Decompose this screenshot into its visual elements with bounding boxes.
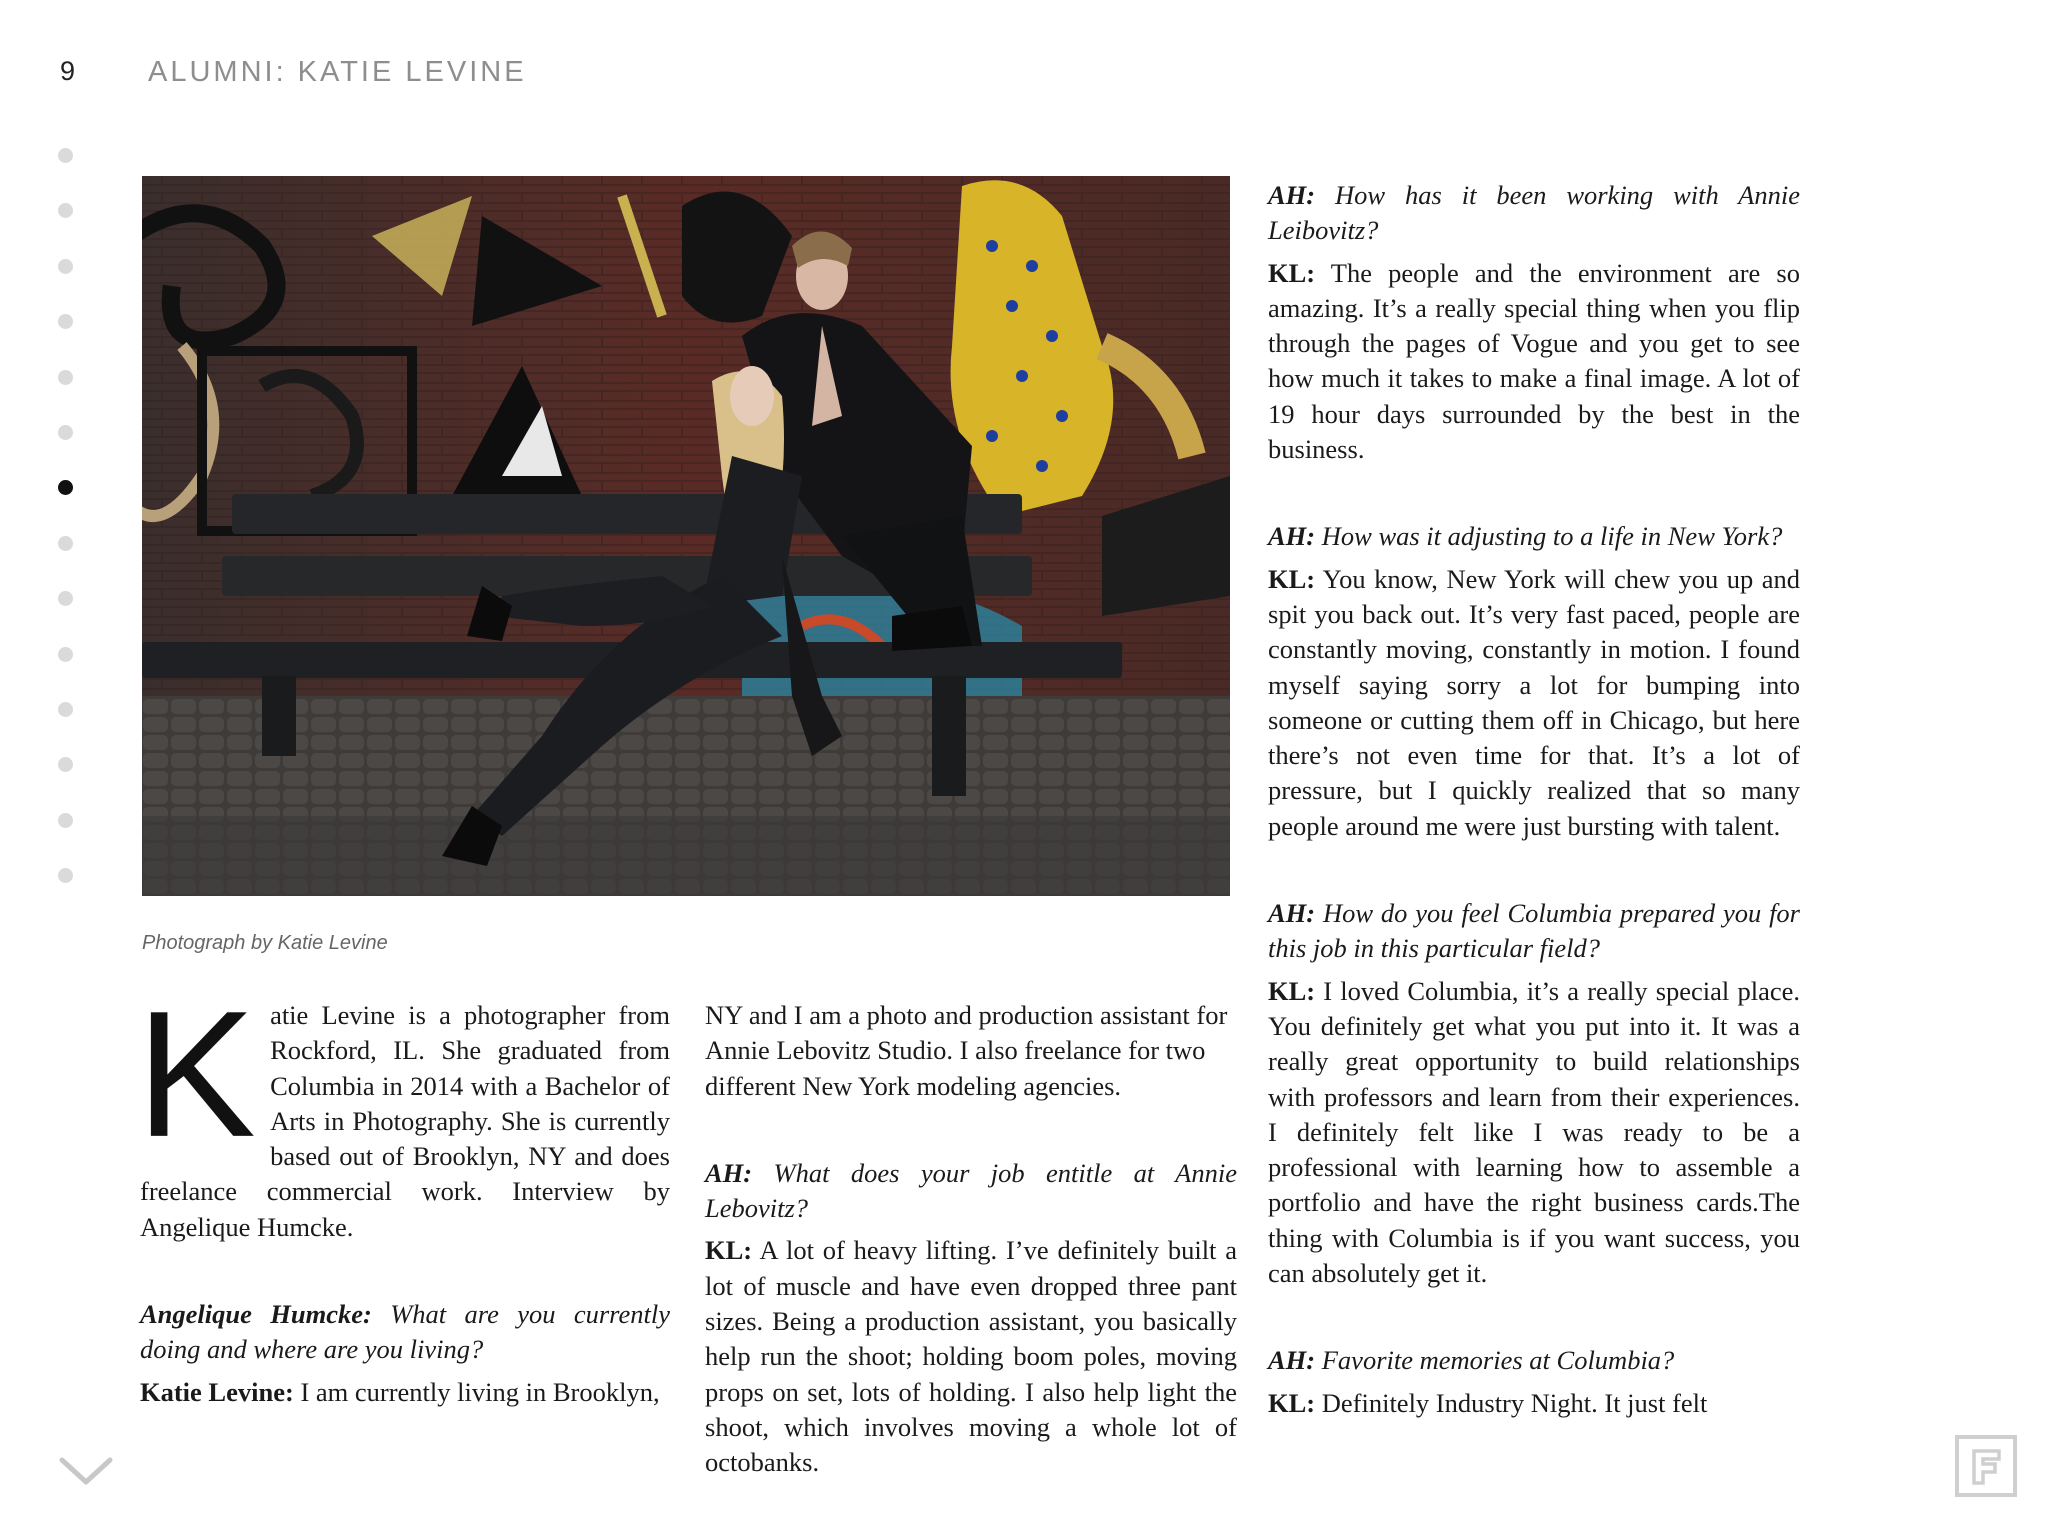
article-column-1: [136, 974, 670, 1410]
answer-text: You know, New York will chew you up and spit you back out. It’s very fast paced, people are constantly moving, constantly in motion. I found myself saying sorry a lot for bumping into someone or cutting them off in Chicago, but here there’s not even time for that. It’s a lot of pressure, but I quickly realized that so many people around me were just bursting with talent.: [1268, 563, 1800, 841]
question-speaker: Angelique Humcke:: [140, 1299, 372, 1330]
question-4: [1268, 519, 1800, 554]
photo-caption: Photograph by Katie Levine: [142, 932, 388, 954]
page-nav-dot[interactable]: [58, 647, 73, 662]
intro-paragraph: [136, 974, 670, 1245]
question-text: Favorite memories at Columbia?: [1315, 1345, 1675, 1376]
section-title: ALUMNI: KATIE LEVINE: [148, 56, 527, 88]
question-speaker: AH:: [705, 1157, 753, 1188]
page-nav-dot[interactable]: [58, 480, 73, 495]
answer-text: I am currently living in Brooklyn,: [293, 1376, 660, 1407]
answer-3: [1268, 256, 1800, 468]
feature-photo: [142, 176, 1230, 896]
page-nav-dot[interactable]: [58, 536, 73, 551]
answer-5: [1268, 974, 1800, 1292]
page-nav-dot[interactable]: [58, 591, 73, 606]
question-speaker: AH:: [1268, 898, 1316, 929]
answer-speaker: KL:: [1268, 257, 1316, 288]
intro-text: atie Levine is a photographer from Rockford, IL. She graduated from Columbia in 2014 with a Bachelor of Arts in Photography. She is currently based out of Brooklyn, NY and does freelance commercial work. Interview by Angelique Humcke.: [140, 1000, 670, 1242]
question-text: How do you feel Columbia prepared you for this job in this particular field?: [1268, 898, 1800, 964]
answer-4: [1268, 562, 1800, 844]
question-text: How has it been working with Annie Leibovitz?: [1268, 180, 1800, 246]
page-nav-dot[interactable]: [58, 314, 73, 329]
question-speaker: AH:: [1268, 1345, 1316, 1376]
question-3: [1268, 178, 1800, 249]
answer-speaker: KL:: [1268, 975, 1316, 1006]
logo-f-icon[interactable]: [1955, 1435, 2017, 1497]
question-1: [140, 1297, 670, 1368]
question-speaker: AH:: [1268, 180, 1316, 210]
page-nav-dots: [58, 148, 76, 923]
answer-text: The people and the environment are so amazing. It’s a really special thing when you flip through the pages of Vogue and you get to see how much it takes to make a final image. A lot of 19 hour days surrounded by the best in the business.: [1268, 257, 1800, 465]
article-column-3: [1268, 178, 1800, 1421]
question-5: [1268, 896, 1800, 967]
page-nav-dot[interactable]: [58, 425, 73, 440]
page-nav-dot[interactable]: [58, 702, 73, 717]
question-2: [705, 1156, 1237, 1227]
page-nav-dot[interactable]: [58, 259, 73, 274]
drop-cap: K: [136, 974, 257, 1175]
answer-text: Definitely Industry Night. It just felt: [1315, 1387, 1708, 1418]
answer-1-part-2: NY and I am a photo and production assistant for Annie Lebovitz Studio. I also freelance for two different New York modeling agencies.: [705, 1000, 1228, 1101]
answer-text: I loved Columbia, it’s a really special place. You definitely get what you put into it. It was a really great opportunity to build relationships with professors and learn from their experiences. I definitely felt like I was ready to be a professional with learning how to assemble a portfolio and have the right business cards.The thing with Columbia is if you want success, you can absolutely get it.: [1268, 975, 1800, 1289]
question-text: What are you currently doing and where are you living?: [140, 1299, 670, 1365]
article-column-2: [705, 998, 1237, 1481]
answer-1-part-1: [140, 1375, 670, 1410]
answer-speaker: KL:: [705, 1235, 753, 1266]
question-6: [1268, 1343, 1800, 1378]
page-nav-dot[interactable]: [58, 757, 73, 772]
chevron-down-icon[interactable]: [58, 1452, 114, 1492]
answer-text: A lot of heavy lifting. I’ve definitely built a lot of muscle and have even dropped three pant sizes. Being a production assistant, you basically help run the shoot; holding boom poles, moving props on set, lots of holding. I also help light the shoot, which involves moving a whole lot of octobanks.: [705, 1235, 1237, 1478]
answer-6: [1268, 1386, 1800, 1421]
answer-speaker: KL:: [1268, 1387, 1316, 1418]
page-nav-dot[interactable]: [58, 203, 73, 218]
page-nav-dot[interactable]: [58, 370, 73, 385]
page-nav-dot[interactable]: [58, 868, 73, 883]
page-nav-dot[interactable]: [58, 148, 73, 163]
question-speaker: AH:: [1268, 521, 1316, 552]
page-nav-dot[interactable]: [58, 813, 73, 828]
question-text: How was it adjusting to a life in New York?: [1315, 521, 1783, 552]
answer-2: [705, 1233, 1237, 1480]
answer-speaker: Katie Levine:: [140, 1376, 294, 1407]
question-text: What does your job entitle at Annie Lebovitz?: [705, 1157, 1237, 1224]
answer-speaker: KL:: [1268, 563, 1316, 594]
page-number: 9: [60, 56, 77, 86]
